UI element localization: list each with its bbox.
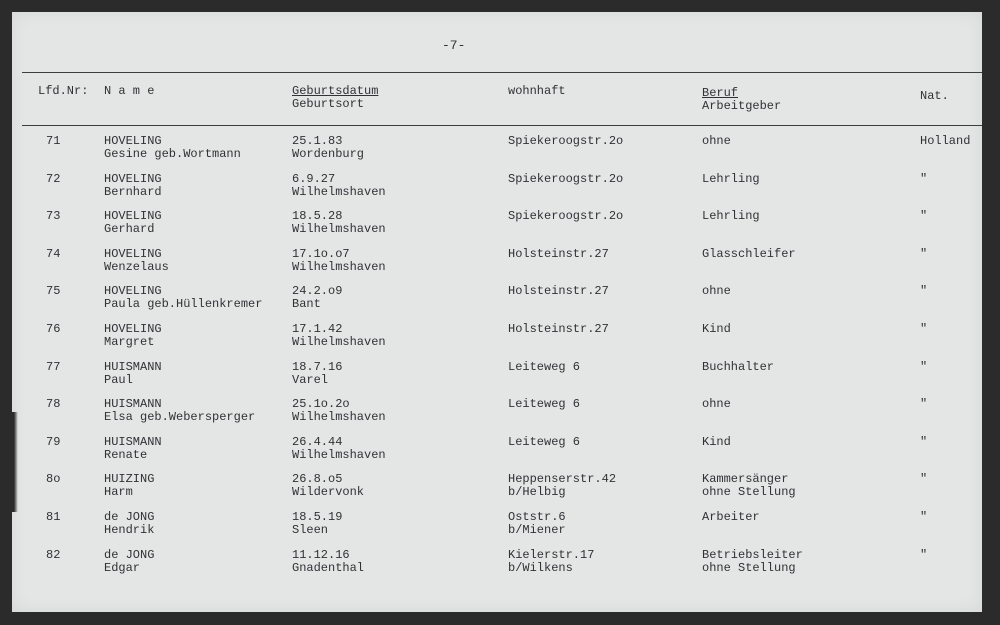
- birth-cell: [292, 173, 386, 199]
- birth-cell: [292, 285, 342, 311]
- given-name: Margret: [104, 335, 155, 349]
- birth-date: 17.1.42: [292, 322, 343, 336]
- name-cell: [104, 511, 154, 537]
- surname: HOVELING: [104, 171, 162, 186]
- address: Kielerstr.17: [508, 547, 595, 562]
- birth-date: 18.5.19: [292, 510, 343, 524]
- surname: HUIZING: [104, 472, 155, 487]
- table-row: [12, 248, 982, 284]
- birth-cell: [292, 248, 386, 274]
- page-number: -7-: [442, 38, 466, 53]
- row-number-text: 81: [46, 510, 61, 524]
- surname: HOVELING: [104, 209, 162, 224]
- occupation: Glasschleifer: [702, 246, 796, 261]
- birth-cell: [292, 436, 386, 462]
- given-name: Hendrik: [104, 523, 155, 537]
- header-lfd-nr: Lfd.Nr:: [38, 84, 89, 98]
- birth-cell: [292, 135, 364, 161]
- birth-date: 11.12.16: [292, 547, 350, 562]
- birth-cell: [292, 549, 364, 575]
- header-nationality: Nat.: [920, 89, 949, 103]
- birth-date: 17.1o.o7: [292, 246, 350, 261]
- surname: HUISMANN: [104, 397, 162, 412]
- occupation: Kind: [702, 434, 731, 449]
- address-care-of: b/Wilkens: [508, 560, 573, 575]
- birth-date: 18.7.16: [292, 359, 343, 374]
- header-bottom-rule: [22, 125, 982, 126]
- residence-cell: [508, 511, 566, 537]
- address: Holsteinstr.27: [508, 322, 609, 336]
- header-beruf-label: Beruf: [702, 86, 739, 100]
- table-row: [12, 210, 982, 246]
- row-number: [46, 549, 60, 562]
- nationality-cell: [920, 473, 927, 486]
- birth-place: Varel: [292, 372, 329, 387]
- surname: HOVELING: [104, 134, 162, 148]
- table-row: [12, 549, 982, 585]
- document-page: [12, 12, 982, 612]
- birth-date: 6.9.27: [292, 171, 336, 186]
- table-row: [12, 361, 982, 397]
- row-number-text: 75: [46, 284, 61, 299]
- nationality-cell: [920, 511, 927, 524]
- table-row: [12, 135, 982, 171]
- birth-place: Wilhelmshaven: [292, 410, 386, 425]
- residence-cell: [508, 323, 609, 336]
- birth-date: 24.2.o9: [292, 284, 343, 299]
- surname: de JONG: [104, 547, 155, 562]
- name-cell: [104, 210, 162, 236]
- birth-cell: [292, 210, 386, 236]
- name-cell: [104, 248, 169, 274]
- header-geburtsort: Geburtsort: [292, 97, 365, 111]
- table-row: [12, 398, 982, 434]
- birth-cell: [292, 473, 364, 499]
- occupation: Kind: [702, 322, 731, 336]
- residence-cell: [508, 210, 623, 223]
- name-cell: [104, 436, 162, 462]
- row-number: [46, 398, 60, 411]
- header-top-rule: [22, 72, 982, 73]
- occupation: Lehrling: [702, 209, 760, 224]
- given-name: Bernhard: [104, 184, 162, 199]
- occupation: ohne: [702, 397, 731, 412]
- given-name: Elsa geb.Webersperger: [104, 410, 256, 425]
- occupation-cell: [702, 436, 731, 449]
- address: Leiteweg 6: [508, 397, 581, 412]
- row-number: [46, 210, 60, 223]
- birth-date: 25.1o.2o: [292, 397, 350, 412]
- nationality: ": [920, 246, 928, 261]
- address-care-of: b/Helbig: [508, 485, 566, 500]
- name-cell: [104, 173, 162, 199]
- row-number-text: 78: [46, 397, 61, 412]
- row-number-text: 73: [46, 209, 61, 224]
- row-number-text: 71: [46, 134, 61, 148]
- birth-date: 25.1.83: [292, 134, 343, 148]
- residence-cell: [508, 398, 580, 411]
- nationality: ": [920, 284, 928, 299]
- row-number-text: 72: [46, 171, 61, 186]
- occupation-cell: [702, 285, 731, 298]
- address: Leiteweg 6: [508, 359, 581, 374]
- occupation: Lehrling: [702, 171, 760, 186]
- occupation-cell: [702, 473, 796, 499]
- row-number: [46, 285, 60, 298]
- row-number: [46, 511, 60, 524]
- nationality-cell: [920, 398, 927, 411]
- address: Holsteinstr.27: [508, 246, 609, 261]
- given-name: Gerhard: [104, 222, 155, 237]
- residence-cell: [508, 361, 580, 374]
- name-cell: [104, 549, 154, 575]
- nationality: ": [920, 322, 928, 336]
- birth-place: Wilhelmshaven: [292, 335, 386, 349]
- row-number-text: 76: [46, 322, 61, 336]
- torn-edge: [12, 412, 18, 512]
- residence-cell: [508, 436, 580, 449]
- row-number: [46, 173, 60, 186]
- nationality-cell: [920, 549, 927, 562]
- given-name: Wenzelaus: [104, 259, 169, 274]
- row-number-text: 77: [46, 359, 61, 374]
- birth-place: Wilhelmshaven: [292, 222, 386, 237]
- given-name: Edgar: [104, 560, 141, 575]
- occupation-cell: [702, 398, 731, 411]
- surname: HOVELING: [104, 246, 162, 261]
- occupation-cell: [702, 323, 731, 336]
- surname: HUISMANN: [104, 359, 162, 374]
- occupation: Arbeiter: [702, 510, 760, 524]
- header-geburt: [292, 85, 378, 111]
- address-care-of: b/Miener: [508, 523, 566, 537]
- table-row: [12, 323, 982, 359]
- header-arbeitgeber: Arbeitgeber: [702, 99, 782, 113]
- occupation: ohne: [702, 134, 731, 148]
- occupation-cell: [702, 135, 731, 148]
- nationality-cell: [920, 173, 927, 186]
- given-name: Paul: [104, 372, 133, 387]
- nationality: ": [920, 397, 928, 412]
- header-wohnhaft: wohnhaft: [508, 84, 566, 98]
- row-number: [46, 135, 60, 148]
- birth-place: Wilhelmshaven: [292, 447, 386, 462]
- row-number-text: 74: [46, 246, 61, 261]
- table-row: [12, 473, 982, 509]
- header-name: N a m e: [104, 84, 155, 98]
- row-number: [46, 248, 60, 261]
- nationality: ": [920, 472, 928, 487]
- nationality: ": [920, 359, 928, 374]
- address: Heppenserstr.42: [508, 472, 617, 487]
- address: Leiteweg 6: [508, 434, 581, 449]
- occupation-cell: [702, 210, 760, 223]
- name-cell: [104, 135, 241, 161]
- residence-cell: [508, 173, 623, 186]
- nationality: ": [920, 434, 928, 449]
- row-number: [46, 436, 60, 449]
- nationality: Holland: [920, 134, 971, 148]
- birth-place: Wordenburg: [292, 147, 365, 161]
- birth-place: Wildervonk: [292, 485, 365, 500]
- birth-date: 26.8.o5: [292, 472, 343, 487]
- header-beruf: [702, 87, 781, 113]
- header-geburtsdatum: Geburtsdatum: [292, 84, 379, 98]
- name-cell: [104, 398, 255, 424]
- row-number: [46, 323, 60, 336]
- row-number: [46, 473, 60, 486]
- nationality-cell: [920, 285, 927, 298]
- occupation: Betriebsleiter: [702, 547, 803, 562]
- table-row: [12, 173, 982, 209]
- name-cell: [104, 285, 262, 311]
- table-row: [12, 285, 982, 321]
- residence-cell: [508, 248, 609, 261]
- birth-date: 26.4.44: [292, 434, 343, 449]
- birth-place: Bant: [292, 297, 321, 312]
- nationality: ": [920, 510, 928, 524]
- nationality-cell: [920, 210, 927, 223]
- nationality-cell: [920, 135, 970, 148]
- address: Oststr.6: [508, 510, 566, 524]
- address: Holsteinstr.27: [508, 284, 609, 299]
- given-name: Gesine geb.Wortmann: [104, 147, 241, 161]
- occupation-cell: [702, 173, 760, 186]
- address: Spiekeroogstr.2o: [508, 171, 624, 186]
- nationality: ": [920, 171, 928, 186]
- given-name: Renate: [104, 447, 148, 462]
- row-number: [46, 361, 60, 374]
- residence-cell: [508, 135, 623, 148]
- row-number-text: 79: [46, 434, 61, 449]
- residence-cell: [508, 473, 616, 499]
- address: Spiekeroogstr.2o: [508, 209, 624, 224]
- occupation-cell: [702, 248, 796, 261]
- occupation-cell: [702, 511, 760, 524]
- name-cell: [104, 361, 162, 387]
- table-row: [12, 511, 982, 547]
- birth-cell: [292, 398, 386, 424]
- surname: HOVELING: [104, 322, 162, 336]
- birth-cell: [292, 511, 342, 537]
- occupation-cell: [702, 549, 803, 575]
- name-cell: [104, 323, 162, 349]
- surname: HOVELING: [104, 284, 162, 299]
- row-number-text: 8o: [46, 472, 61, 487]
- residence-cell: [508, 285, 609, 298]
- birth-place: Gnadenthal: [292, 560, 365, 575]
- nationality-cell: [920, 248, 927, 261]
- birth-place: Sleen: [292, 523, 329, 537]
- given-name: Paula geb.Hüllenkremer: [104, 297, 263, 312]
- employer: ohne Stellung: [702, 485, 796, 500]
- row-number-text: 82: [46, 547, 61, 562]
- occupation: Kammersänger: [702, 472, 789, 487]
- occupation: ohne: [702, 284, 731, 299]
- nationality-cell: [920, 323, 927, 336]
- employer: ohne Stellung: [702, 560, 796, 575]
- nationality-cell: [920, 436, 927, 449]
- occupation: Buchhalter: [702, 359, 775, 374]
- birth-cell: [292, 361, 342, 387]
- table-row: [12, 436, 982, 472]
- birth-place: Wilhelmshaven: [292, 259, 386, 274]
- birth-date: 18.5.28: [292, 209, 343, 224]
- address: Spiekeroogstr.2o: [508, 134, 624, 148]
- surname: de JONG: [104, 510, 155, 524]
- birth-place: Wilhelmshaven: [292, 184, 386, 199]
- given-name: Harm: [104, 485, 133, 500]
- name-cell: [104, 473, 154, 499]
- nationality-cell: [920, 361, 927, 374]
- nationality: ": [920, 209, 928, 224]
- occupation-cell: [702, 361, 774, 374]
- nationality: ": [920, 547, 928, 562]
- surname: HUISMANN: [104, 434, 162, 449]
- birth-cell: [292, 323, 386, 349]
- residence-cell: [508, 549, 594, 575]
